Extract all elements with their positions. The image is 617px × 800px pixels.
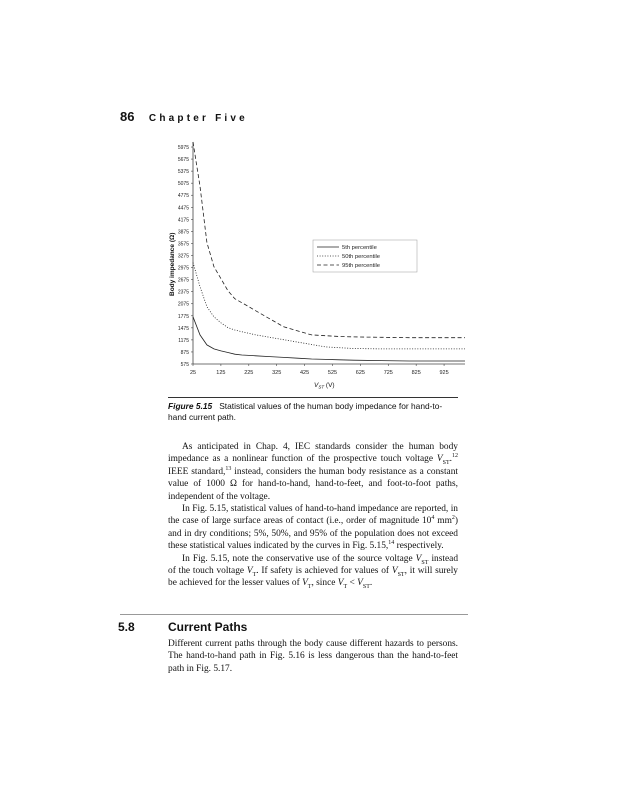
y-tick-label: 1175 xyxy=(178,337,189,344)
p2-text-a: In Fig. 5.15, statistical values of hand-to-hand impedance are reported, in the case of large surface areas of contact (i.e., order of magnitude 10 xyxy=(168,504,458,527)
p3-less-than: < xyxy=(347,578,358,589)
p1-text-a: As anticipated in Chap. 4, IEC standards consider the human body impedance as a nonlinear function of the prospective touch voltage xyxy=(168,442,458,465)
p1-text-b: IEEE standard, xyxy=(168,466,226,477)
p1-text-c: instead, considers the human body resistance as a constant value of 1000 Ω for hand-to-hand, hand-to-feet, and foot-to-foot paths, independent of the voltage. xyxy=(168,466,459,502)
section-paragraph: Different current paths through the body cause different hazards to persons. The hand-to-hand path in Fig. 5.16 is less dangerous than the hand-to-feet path in Fig. 5.17. xyxy=(168,639,458,674)
p3-text-f: . xyxy=(369,578,373,589)
p3-vst2-sub: ST xyxy=(397,571,405,578)
p3-vt2-sub: T xyxy=(307,584,312,591)
legend xyxy=(313,240,417,272)
p2-exponent-2: 2 xyxy=(451,515,455,522)
y-tick-label: 5675 xyxy=(177,157,189,164)
x-tick-label: 825 xyxy=(411,370,421,376)
p3-text-b: instead of the touch voltage xyxy=(168,553,459,577)
running-header xyxy=(120,108,248,126)
p3-vst3-sub: ST xyxy=(362,584,370,591)
p2-text-c: ) and in dry conditions; 5%, 50%, and 95% of the population does not exceed these statistical values indicated by the curves in Fig. 5.15, xyxy=(168,516,458,552)
figure-caption xyxy=(168,397,458,422)
paragraph-1: As anticipated in Chap. 4, IEC standards consider the human body impedance as a nonlinear function of the prospective touch voltage $V_{ST}.^{12}$ IEEE standard,$^{13}$ instead, considers the human body resistance as a constant value of 1000 Ω for hand-to-hand, hand-to-feet, and foot-to-foot paths, independent of the voltage. xyxy=(168,442,459,502)
x-tick-label: 925 xyxy=(439,370,449,376)
y-tick-label: 575 xyxy=(180,362,189,368)
y-tick-label: 1775 xyxy=(177,313,189,320)
y-tick-label: 2675 xyxy=(177,277,189,284)
p3-text-e: , since xyxy=(311,578,338,589)
x-axis-label-sub: ST xyxy=(318,384,325,390)
y-tick-label: 5375 xyxy=(177,169,189,176)
x-tick-label: 625 xyxy=(355,370,365,376)
y-tick-label: 2975 xyxy=(177,265,189,272)
x-tick-label: 225 xyxy=(244,370,254,376)
figure-caption-text: Statistical values of the human body impedance for hand-to-hand current path. xyxy=(168,401,443,422)
page-number: 86 xyxy=(120,109,135,124)
p3-text-a: In Fig. 5.15, note the conservative use of the source voltage xyxy=(182,553,416,564)
p3-text-d: , it will surely be achieved for the lesser values of xyxy=(168,566,458,589)
y-tick-label: 2075 xyxy=(177,301,189,308)
y-tick-label: 5075 xyxy=(177,181,189,188)
x-tick-label: 525 xyxy=(327,370,338,376)
p3-vst: V xyxy=(415,553,422,564)
x-axis-label xyxy=(314,382,335,390)
x-tick-label: 25 xyxy=(189,370,197,376)
y-tick-label: 2375 xyxy=(177,289,189,296)
x-tick-label: 125 xyxy=(216,370,226,376)
paragraph-3 xyxy=(168,553,458,590)
p3-vst-sub: ST xyxy=(421,559,429,566)
p3-vt2: V xyxy=(302,578,308,589)
p3-vt: V xyxy=(246,566,253,577)
legend-label: 5th percentile xyxy=(342,245,377,251)
y-tick-label: 4175 xyxy=(177,217,189,224)
p1-ref-13: 13 xyxy=(225,465,232,472)
y-tick-label: 875 xyxy=(180,349,189,356)
x-tick-label: 425 xyxy=(299,370,310,376)
p3-vt3-sub: T xyxy=(343,584,348,591)
y-tick-group xyxy=(178,145,193,368)
section-title: Current Paths xyxy=(168,620,248,634)
x-tick-label: 325 xyxy=(272,370,282,376)
p3-vst3: V xyxy=(357,578,363,589)
y-tick-label: 1475 xyxy=(177,325,189,332)
p3-text-c: . If safety is achieved for values of xyxy=(256,566,392,577)
p1-voltage-subscript: ST xyxy=(442,460,450,467)
figure-label: Figure 5.15 xyxy=(168,401,213,411)
y-axis-label: Body impedance (Ω) xyxy=(169,232,176,296)
y-tick-label: 3575 xyxy=(177,241,189,248)
p2-text-b: mm xyxy=(434,516,452,527)
series-line-5th-percentile xyxy=(193,317,465,361)
section-number: 5.8 xyxy=(118,620,135,634)
x-axis-label-unit: (V) xyxy=(324,382,335,389)
x-tick-label: 725 xyxy=(383,370,393,376)
section-heading xyxy=(118,620,247,634)
y-tick-label: 4475 xyxy=(177,205,189,212)
legend-label: 95th percentile xyxy=(342,263,381,269)
body-text xyxy=(168,441,458,590)
x-axis-label-main: V xyxy=(314,382,319,389)
x-tick-group xyxy=(190,364,449,376)
p2-exponent: 4 xyxy=(431,515,435,522)
impedance-chart xyxy=(160,136,470,394)
section-body xyxy=(168,638,458,675)
p2-ref-14: 14 xyxy=(388,540,395,547)
y-tick-label: 4775 xyxy=(177,193,189,200)
p3-vt3: V xyxy=(337,578,344,589)
chapter-title: Chapter Five xyxy=(148,113,248,124)
y-tick-label: 3275 xyxy=(177,253,189,260)
p1-ref-12: 12 xyxy=(452,453,458,460)
section-divider xyxy=(120,614,468,615)
y-tick-label: 5975 xyxy=(177,145,189,152)
p1-voltage-symbol: V xyxy=(436,454,443,465)
p3-vt-sub: T xyxy=(252,571,257,578)
p3-vst2: V xyxy=(391,566,398,577)
paragraph-2 xyxy=(168,503,458,553)
legend-label: 50th percentile xyxy=(342,254,381,260)
p2-text-d: respectively. xyxy=(394,541,444,552)
y-tick-label: 3875 xyxy=(177,229,189,236)
